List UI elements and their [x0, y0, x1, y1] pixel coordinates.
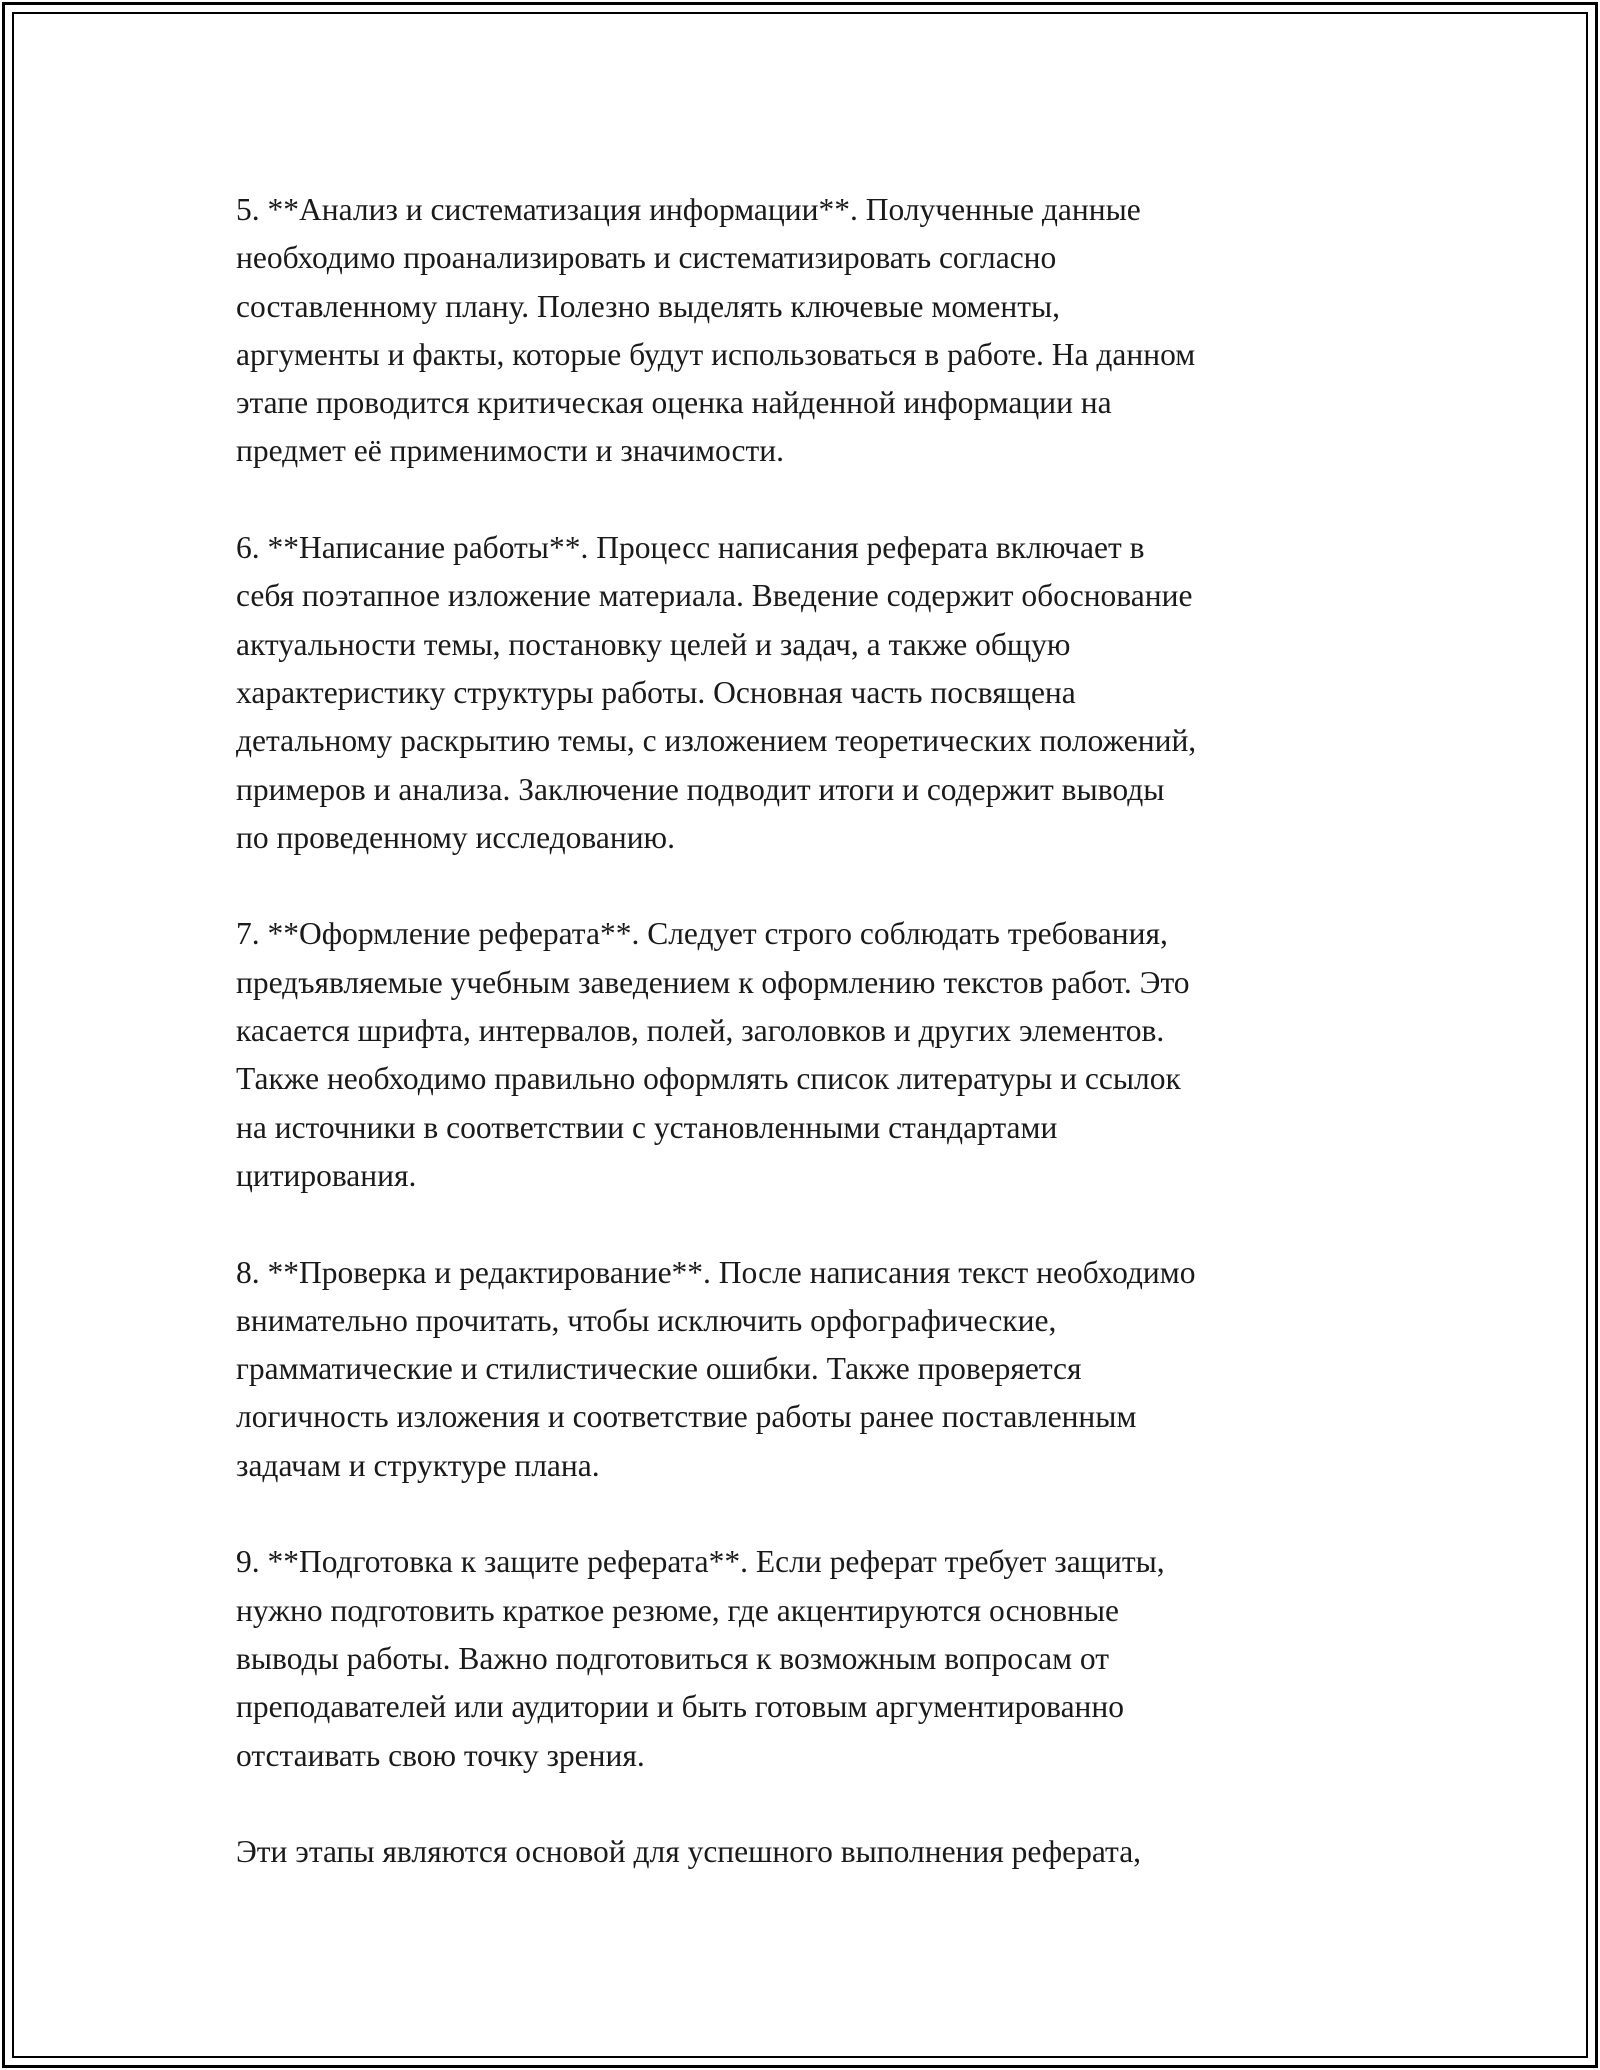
paragraph-conclusion — [236, 1828, 1386, 1876]
line: 7. **Оформление реферата**. Следует строго соблюдать требования, — [236, 916, 1168, 952]
line: детальному раскрытию темы, с изложением теоретических положений, — [236, 723, 1197, 759]
paragraph-step-6 — [236, 524, 1386, 862]
line: Также необходимо правильно оформлять список литературы и ссылок — [236, 1061, 1181, 1097]
document-body — [236, 186, 1386, 1925]
line: 8. **Проверка и редактирование**. После написания текст необходимо — [236, 1254, 1196, 1290]
line: себя поэтапное изложение материала. Введение содержит обоснование — [236, 578, 1193, 614]
line: примеров и анализа. Заключение подводит итоги и содержит выводы — [236, 771, 1165, 807]
line: логичность изложения и соответствие работы ранее поставленным — [236, 1399, 1137, 1435]
line: 5. **Анализ и систематизация информации**. Полученные данные — [236, 192, 1141, 227]
line: предъявляемые учебным заведением к оформлению текстов работ. Это — [236, 964, 1190, 1000]
line: цитирования. — [236, 1157, 417, 1193]
line: преподавателей или аудитории и быть готовым аргументированно — [236, 1689, 1125, 1725]
paragraph-step-5 — [236, 186, 1386, 476]
line: 9. **Подготовка к защите реферата**. Если реферат требует защиты, — [236, 1544, 1165, 1580]
line: составленному плану. Полезно выделять ключевые моменты, — [236, 288, 1061, 324]
line: характеристику структуры работы. Основная часть посвящена — [236, 674, 1076, 710]
line: выводы работы. Важно подготовиться к возможным вопросам от — [236, 1640, 1110, 1676]
line: аргументы и факты, которые будут использоваться в работе. На данном — [236, 336, 1196, 372]
line: актуальности темы, постановку целей и задач, а также общую — [236, 626, 1071, 662]
paragraph-step-9 — [236, 1538, 1386, 1779]
paragraph-step-7 — [236, 910, 1386, 1200]
line: задачам и структуре плана. — [236, 1447, 600, 1483]
line: внимательно прочитать, чтобы исключить орфографические, — [236, 1302, 1057, 1338]
line: этапе проводится критическая оценка найденной информации на — [236, 385, 1112, 421]
line: нужно подготовить краткое резюме, где акцентируются основные — [236, 1592, 1120, 1628]
line: необходимо проанализировать и систематизировать согласно — [236, 240, 1057, 276]
line: касается шрифта, интервалов, полей, заголовков и других элементов. — [236, 1013, 1165, 1049]
line: предмет её применимости и значимости. — [236, 433, 785, 469]
line: 6. **Написание работы**. Процесс написания реферата включает в — [236, 530, 1145, 566]
line: на источники в соответствии с установленными стандартами — [236, 1109, 1058, 1145]
line: отстаивать свою точку зрения. — [236, 1737, 645, 1773]
line: Эти этапы являются основой для успешного выполнения реферата, — [236, 1834, 1142, 1870]
line: грамматические и стилистические ошибки. Также проверяется — [236, 1351, 1082, 1387]
paragraph-step-8 — [236, 1249, 1386, 1490]
line: по проведенному исследованию. — [236, 819, 675, 855]
